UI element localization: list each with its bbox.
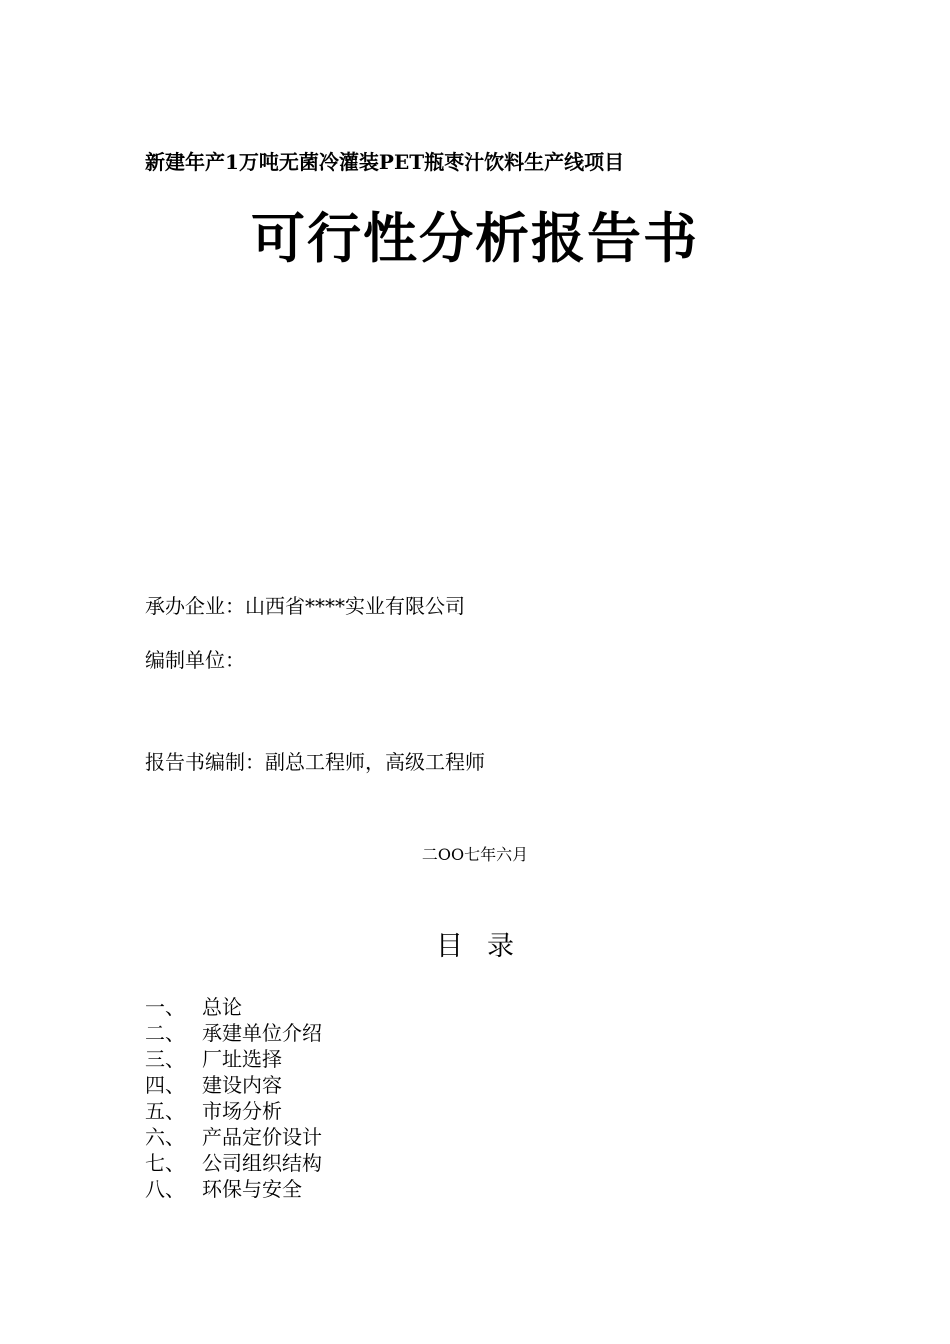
toc-heading: 目录	[436, 931, 538, 962]
toc-item-number: 五、	[145, 1099, 185, 1123]
toc-item	[145, 1020, 322, 1046]
toc-item-number: 六、	[145, 1125, 185, 1149]
sponsor-company-line	[145, 590, 465, 619]
toc-item	[145, 1124, 322, 1150]
toc-item	[145, 994, 322, 1020]
project-subtitle: 新建年产1万吨无菌冷灌装PET瓶枣汁饮料生产线项目	[145, 150, 625, 174]
toc-item-number: 三、	[145, 1047, 185, 1071]
report-title: 可行性分析报告书	[251, 207, 699, 270]
toc-item-text: 市场分析	[202, 1099, 282, 1123]
toc-item-text: 总论	[202, 995, 242, 1019]
report-author-label: 报告书编制：	[145, 750, 265, 774]
toc-item-text: 环保与安全	[202, 1177, 302, 1201]
sponsor-company-label: 承办企业：	[145, 594, 245, 618]
toc-item-text: 承建单位介绍	[202, 1021, 322, 1045]
toc-item-number: 四、	[145, 1073, 185, 1097]
toc-item-number: 七、	[145, 1151, 185, 1175]
toc-item-number: 八、	[145, 1177, 185, 1201]
sponsor-company-value: 山西省****实业有限公司	[245, 594, 465, 618]
toc-item-text: 产品定价设计	[202, 1125, 322, 1149]
report-author-value: 副总工程师，高级工程师	[265, 750, 485, 774]
compiling-unit-label: 编制单位：	[145, 648, 245, 672]
toc-item	[145, 1072, 322, 1098]
compiling-unit-line	[145, 644, 245, 673]
toc-item	[145, 1176, 322, 1202]
toc-item-text: 公司组织结构	[202, 1151, 322, 1175]
toc-list	[145, 994, 322, 1202]
toc-item	[145, 1150, 322, 1176]
toc-item	[145, 1098, 322, 1124]
report-author-line	[145, 746, 485, 775]
toc-item-number: 二、	[145, 1021, 185, 1045]
toc-item	[145, 1046, 322, 1072]
toc-item-text: 厂址选择	[202, 1047, 282, 1071]
report-date: 二OO七年六月	[421, 845, 529, 864]
toc-item-text: 建设内容	[202, 1073, 282, 1097]
toc-item-number: 一、	[145, 995, 185, 1019]
